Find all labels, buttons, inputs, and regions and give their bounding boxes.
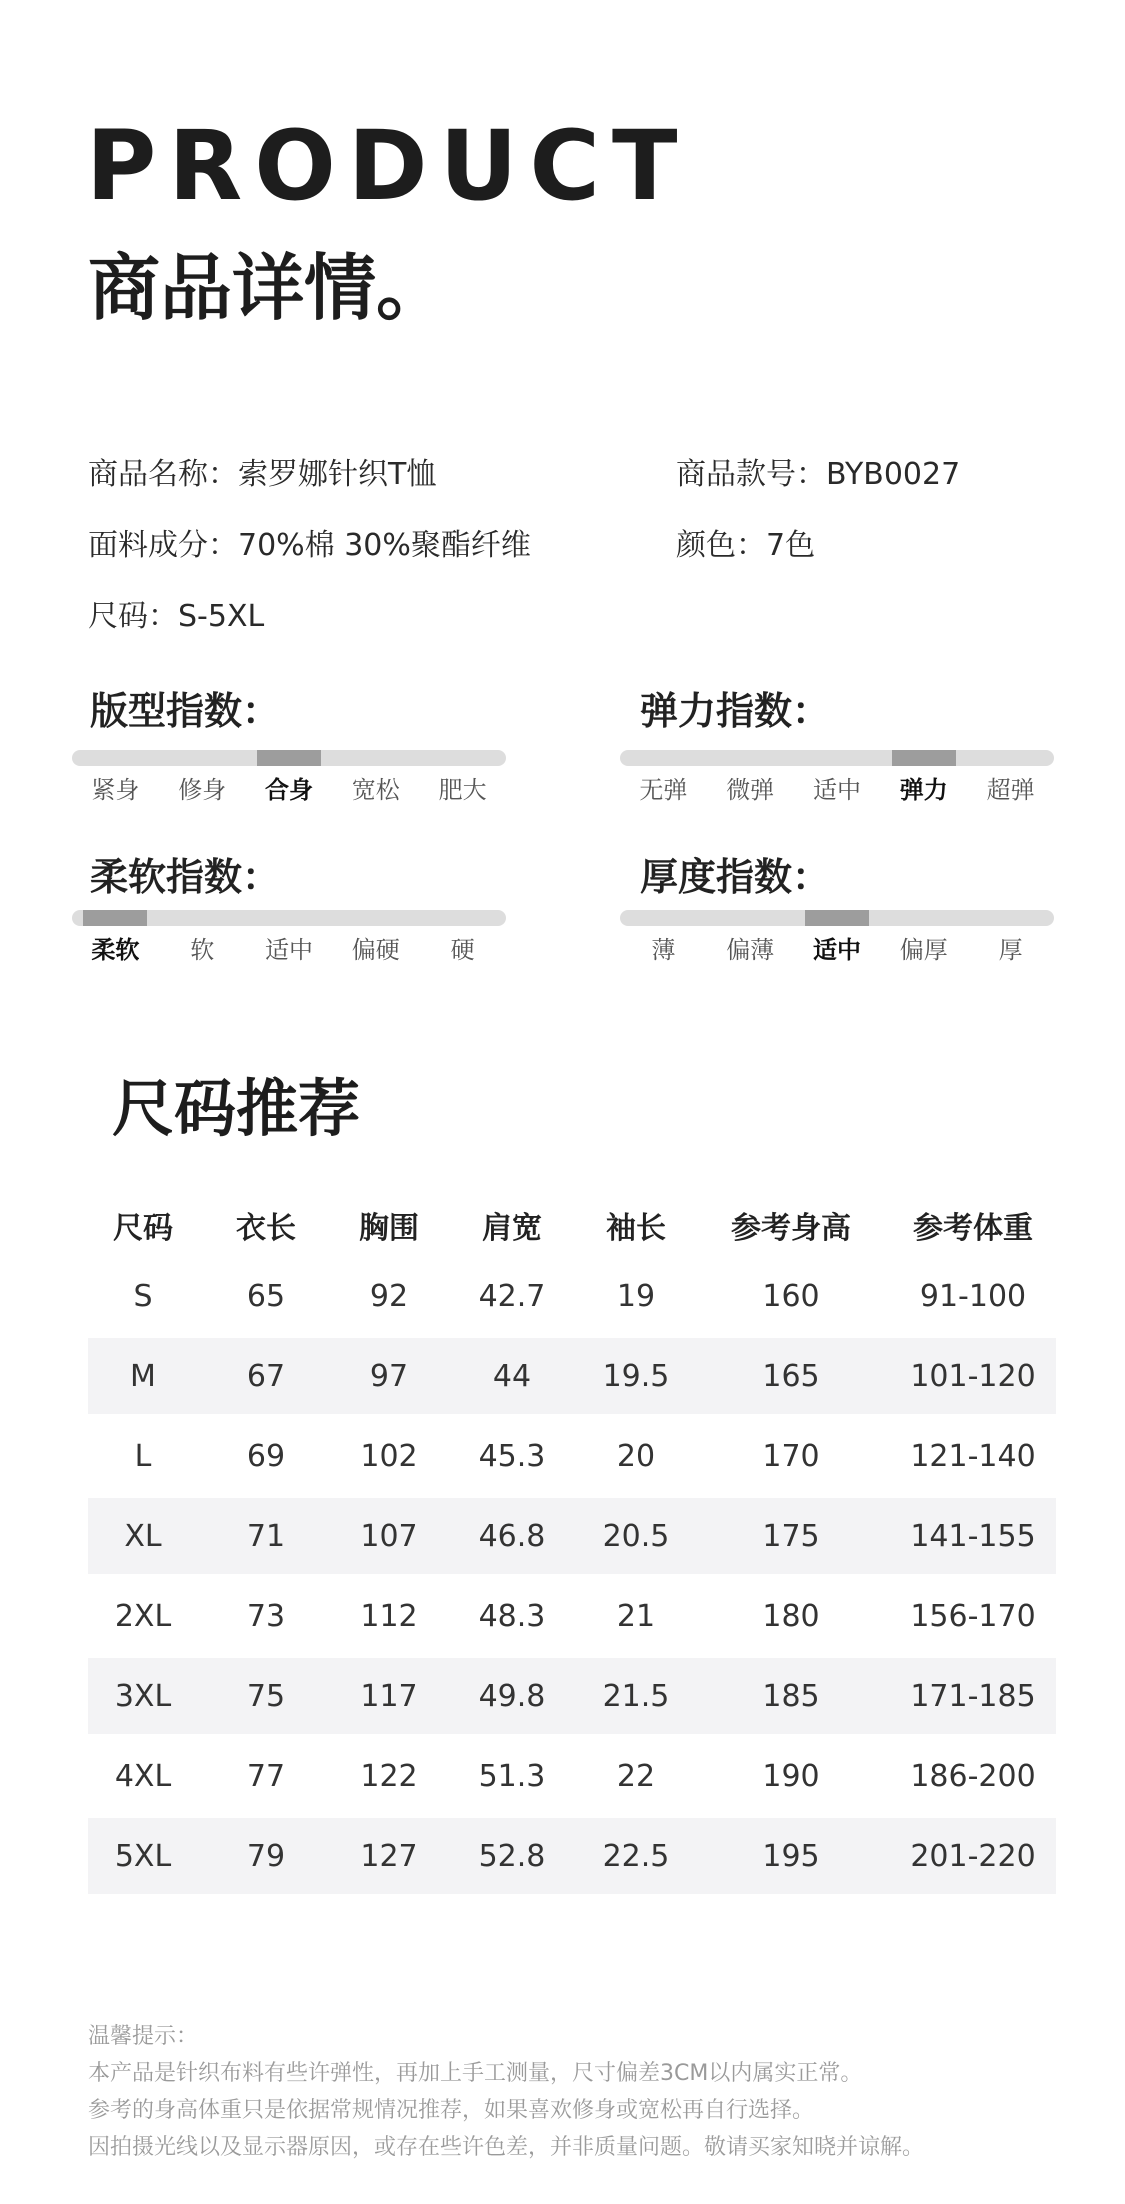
table-cell: 112 [360,1598,418,1634]
elasticity-index-label: 弹力 [899,776,948,804]
table-cell: 175 [692,1498,890,1574]
table-cell: 5XL [88,1818,198,1894]
table-cell: 117 [334,1658,444,1734]
table-cell: 22.5 [580,1818,692,1894]
fit-index-label: 宽松 [351,776,400,804]
elasticity-index-marker [892,750,956,766]
table-cell: 190 [762,1758,820,1794]
header-size: 尺码 [113,1211,173,1246]
header-length: 衣长 [236,1211,296,1246]
table-cell: 21 [616,1598,656,1634]
softness-index-bar [72,910,506,926]
table-cell: 65 [246,1278,286,1314]
fit-index-label: 合身 [264,776,313,804]
table-cell: M [88,1338,198,1414]
product-fabric: 面料成分：70%棉 30%聚酯纤维 [88,528,531,563]
size-table [88,1196,1056,1894]
elasticity-index-label: 微弹 [726,776,775,804]
softness-index-label: 适中 [264,936,313,964]
thickness-index-bar [620,910,1054,926]
thickness-index-title: 厚度指数： [640,855,831,899]
table-cell: 122 [360,1758,418,1794]
table-cell: 42.7 [478,1278,546,1314]
table-cell: 71 [198,1498,334,1574]
elasticity-index-label: 无弹 [639,776,688,804]
notes-line: 参考的身高体重只是依据常规情况推荐，如果喜欢修身或宽松再自行选择。 [88,2098,815,2123]
fit-index-label: 修身 [178,776,227,804]
table-cell: 20 [616,1438,656,1474]
table-row [88,1818,1056,1894]
header-height: 参考身高 [731,1211,851,1246]
table-cell: L [134,1438,152,1474]
table-cell: 102 [360,1438,418,1474]
table-cell: 127 [334,1818,444,1894]
table-cell: 141-155 [890,1498,1056,1574]
fit-index-labels [72,778,506,802]
table-cell: 73 [246,1598,286,1634]
table-cell: 101-120 [890,1338,1056,1414]
table-cell: 3XL [88,1658,198,1734]
table-row [88,1734,1056,1818]
table-row [88,1338,1056,1414]
table-cell: 121-140 [910,1438,1036,1474]
softness-index-labels [72,938,506,962]
table-cell: 170 [762,1438,820,1474]
product-size-range: 尺码：S-5XL [88,599,265,634]
fit-index-label: 紧身 [91,776,140,804]
table-cell: 19.5 [580,1338,692,1414]
softness-index-marker [83,910,147,926]
product-style-number: 商品款号：BYB0027 [676,457,961,492]
table-cell: 44 [444,1338,580,1414]
table-cell: 156-170 [910,1598,1036,1634]
table-cell: 107 [334,1498,444,1574]
fit-index-marker [257,750,321,766]
table-cell: 180 [762,1598,820,1634]
notes-line: 因拍摄光线以及显示器原因，或存在些许色差，并非质量问题。敬请买家知晓并谅解。 [88,2135,925,2160]
table-cell: 77 [246,1758,286,1794]
elasticity-index-title: 弹力指数： [640,689,831,733]
table-row [88,1498,1056,1574]
elasticity-index-bar [620,750,1054,766]
table-cell: 51.3 [478,1758,546,1794]
table-cell: 75 [198,1658,334,1734]
table-cell: 52.8 [444,1818,580,1894]
header-chest: 胸围 [359,1211,419,1246]
table-cell: 79 [198,1818,334,1894]
table-cell: 21.5 [580,1658,692,1734]
table-cell: 97 [334,1338,444,1414]
table-cell: 49.8 [444,1658,580,1734]
elasticity-index-labels [620,778,1054,802]
softness-index-label: 柔软 [91,936,140,964]
notes-title: 温馨提示： [88,2024,199,2049]
table-cell: 20.5 [580,1498,692,1574]
fit-index-title: 版型指数： [90,689,281,733]
thickness-index-label: 厚 [998,936,1023,964]
size-table-header [88,1196,1056,1254]
table-cell: XL [88,1498,198,1574]
table-cell: 46.8 [444,1498,580,1574]
product-color: 颜色：7色 [676,528,816,563]
table-cell: 92 [369,1278,409,1314]
elasticity-index-label: 超弹 [986,776,1035,804]
header-weight: 参考体重 [913,1211,1033,1246]
table-cell: 2XL [114,1598,172,1634]
notes-line: 本产品是针织布料有些许弹性，再加上手工测量，尺寸偏差3CM以内属实正常。 [88,2061,863,2086]
softness-index-label: 软 [190,936,215,964]
table-cell: 91-100 [919,1278,1027,1314]
header-shoulder: 肩宽 [482,1211,542,1246]
product-name: 商品名称：索罗娜针织T恤 [88,457,437,492]
table-cell: 185 [692,1658,890,1734]
header-sleeve: 袖长 [606,1211,666,1246]
table-cell: 22 [616,1758,656,1794]
thickness-index-label: 偏薄 [726,936,775,964]
size-section-title: 尺码推荐 [112,1072,361,1145]
table-cell: 48.3 [478,1598,546,1634]
thickness-index-label: 薄 [651,936,676,964]
table-cell: 160 [762,1278,820,1314]
elasticity-index-label: 适中 [812,776,861,804]
table-cell: 186-200 [910,1758,1036,1794]
thickness-index-label: 偏厚 [899,936,948,964]
table-row [88,1414,1056,1498]
table-cell: 67 [198,1338,334,1414]
table-cell: 4XL [114,1758,172,1794]
table-row [88,1574,1056,1658]
thickness-index-label: 适中 [812,936,861,964]
fit-index-bar [72,750,506,766]
table-cell: 201-220 [890,1818,1056,1894]
table-cell: 195 [692,1818,890,1894]
softness-index-label: 偏硬 [351,936,400,964]
notes [88,2018,924,2166]
table-row [88,1254,1056,1338]
thickness-index-labels [620,938,1054,962]
softness-index-title: 柔软指数： [90,855,281,899]
table-row [88,1658,1056,1734]
table-cell: S [133,1278,153,1314]
table-cell: 69 [246,1438,286,1474]
table-cell: 45.3 [478,1438,546,1474]
thickness-index-marker [805,910,869,926]
table-cell: 19 [616,1278,656,1314]
table-cell: 165 [692,1338,890,1414]
softness-index-label: 硬 [450,936,475,964]
table-cell: 171-185 [890,1658,1056,1734]
page-title-en: PRODUCT [86,110,690,222]
page-title-cn: 商品详情。 [88,246,449,330]
fit-index-label: 肥大 [438,776,487,804]
